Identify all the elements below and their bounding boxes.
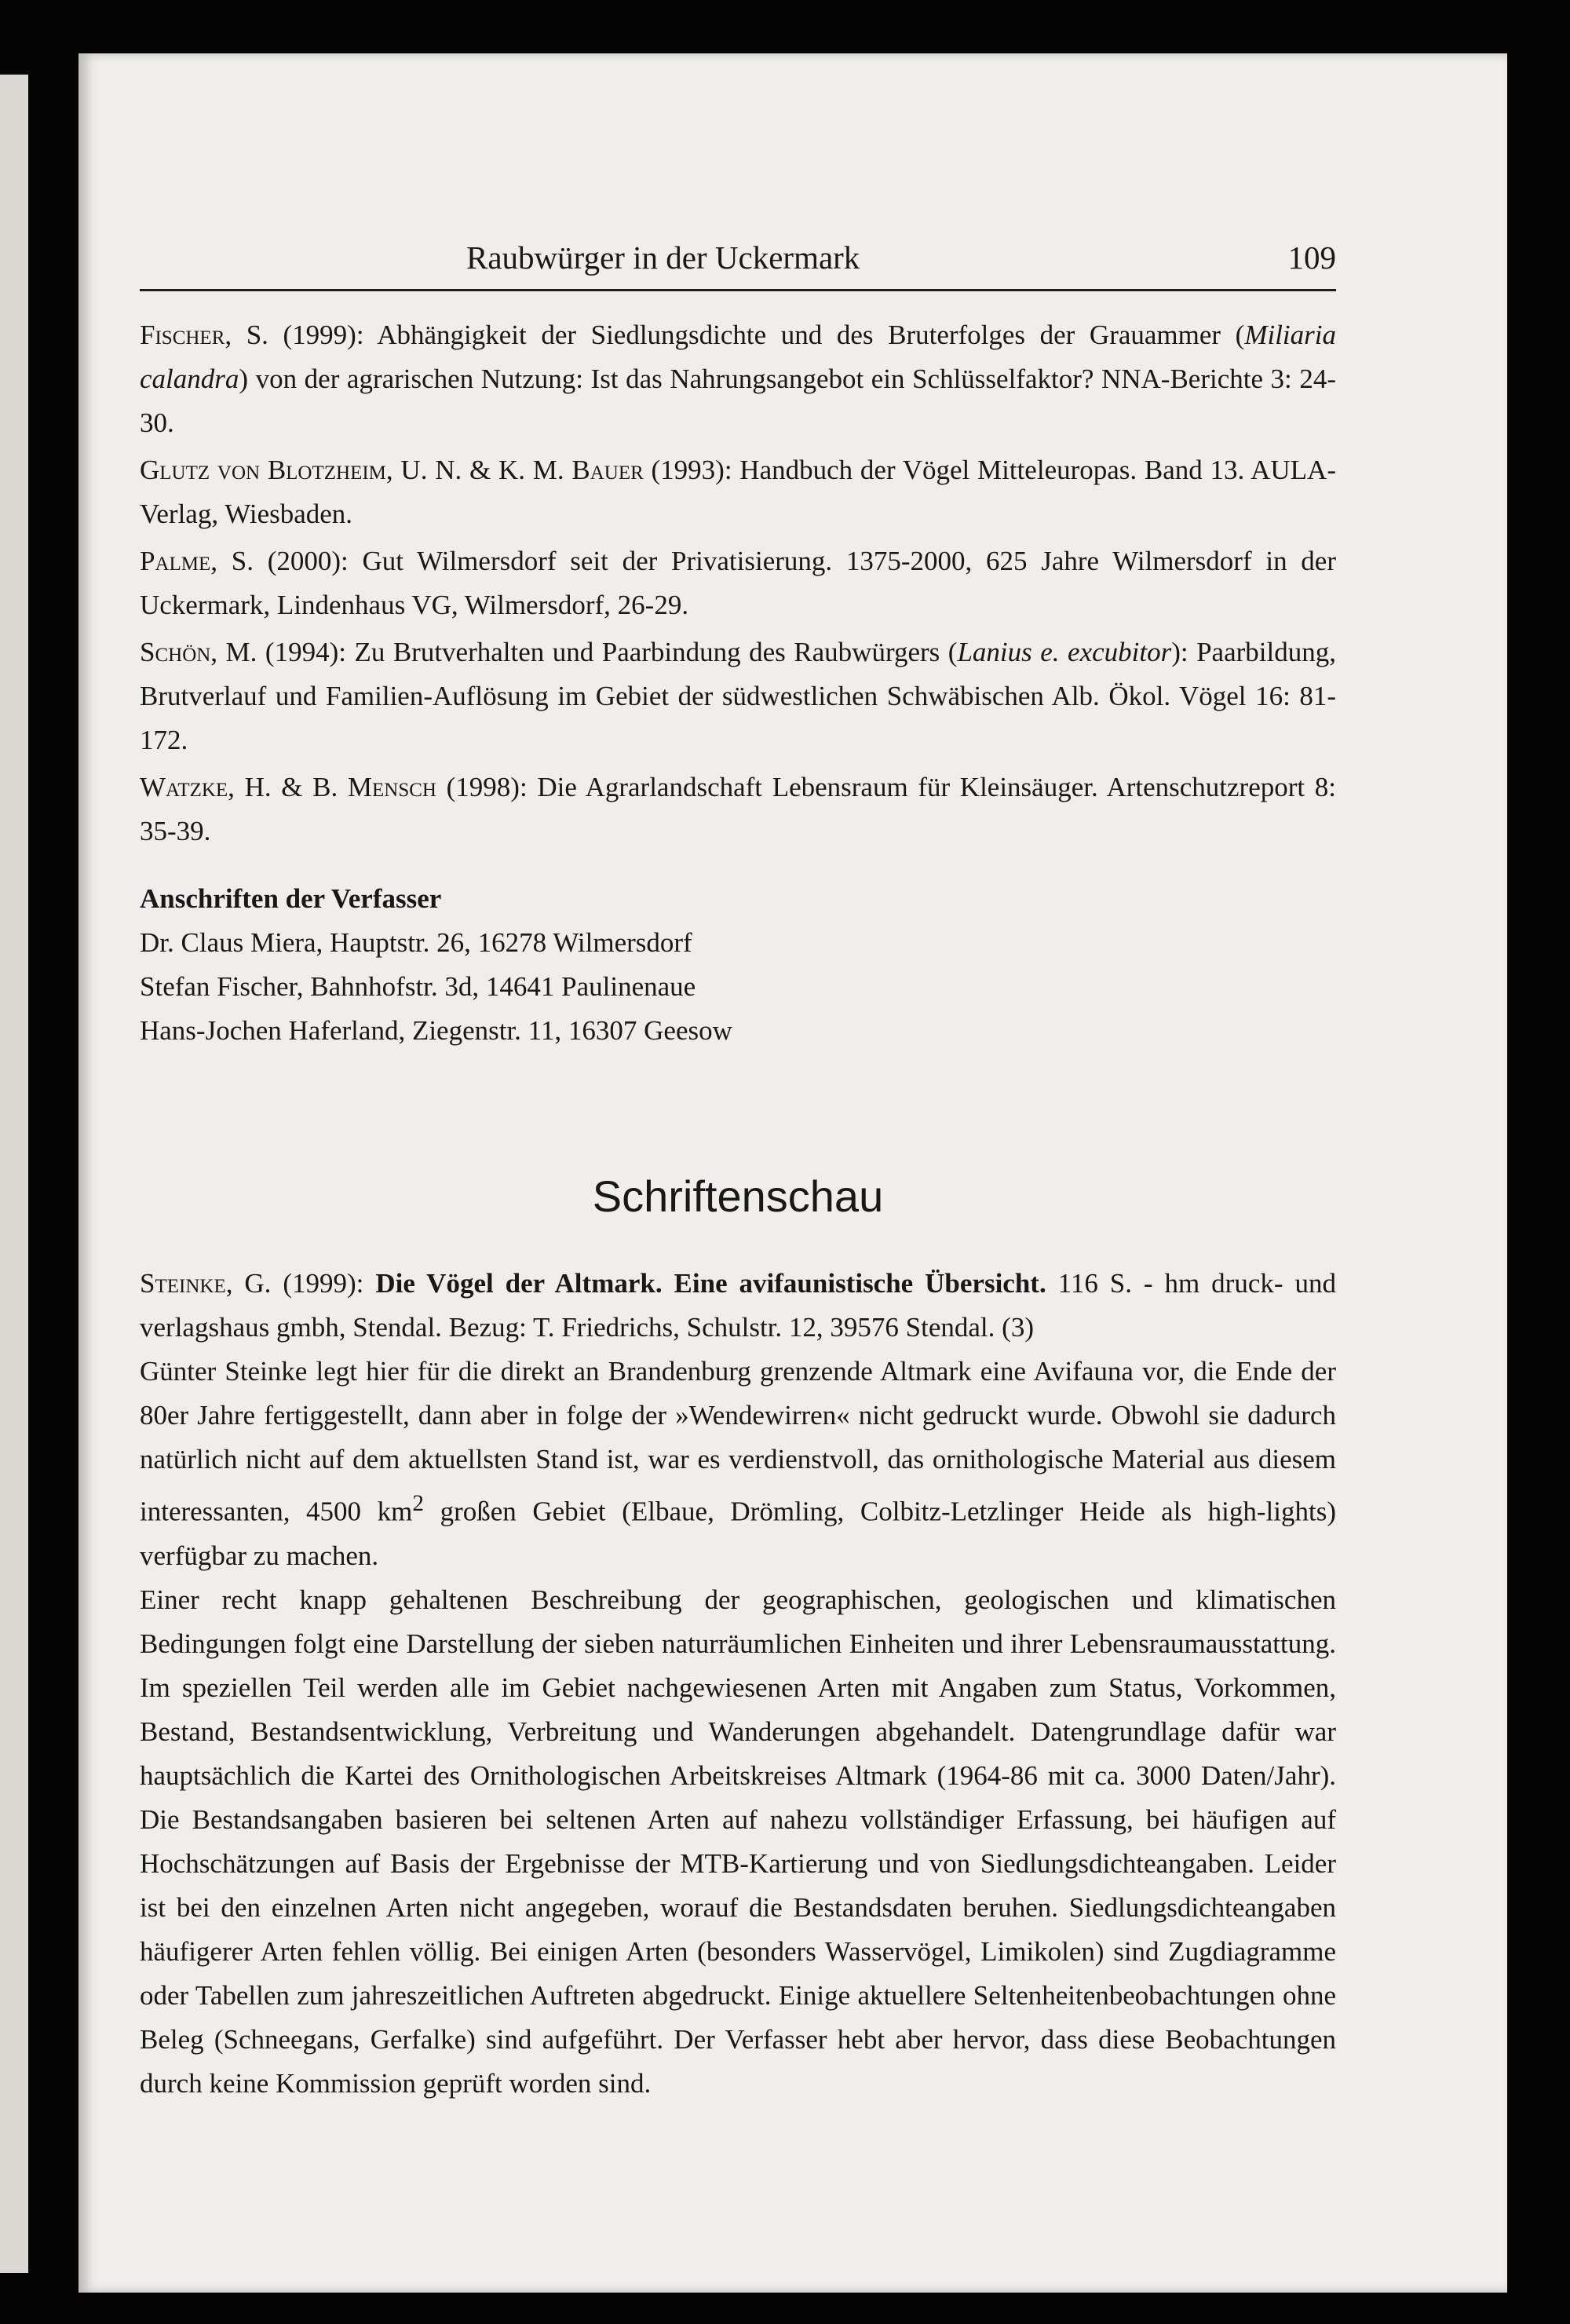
author-addresses bbox=[140, 877, 1336, 1053]
book-review bbox=[140, 1262, 1336, 2106]
review-paragraph: Einer recht knapp gehaltenen Beschreibung der geographischen, geologischen und klimatischen Bedingungen folgt eine Darstellung der sieben naturräumlichen Einheiten und ihrer Lebensraumausstattung. Im speziellen Teil werden alle im Gebiet nachgewiesenen Arten mit Angaben zum Status, Vorkommen, Bestand, Bestandsentwicklung, Verbreitung und Wanderungen abgehandelt. Datengrundlage dafür war hauptsächlich die Kartei des Ornithologischen Arbeitskreises Altmark (1964-86 mit ca. 3000 Daten/Jahr). Die Bestandsangaben basieren bei seltenen Arten auf nahezu vollständiger Erfassung, bei häufigen auf Hochschätzungen auf Basis der Ergebnisse der MTB-Kartierung und von Siedlungsdichteangaben. Leider ist bei den einzelnen Arten nicht angegeben, worauf die Bestandsdaten beruhen. Siedlungsdichteangaben häufigerer Arten fehlen völlig. Bei einigen Arten (besonders Wasservögel, Limikolen) sind Zugdiagramme oder Tabellen zum jahreszeitlichen Auftreten abgedruckt. Einige aktuellere Seltenheitenbeobachtungen ohne Beleg (Schneegans, Gerfalke) sind aufgeführt. Der Verfasser hebt aber hervor, dass diese Beobachtungen durch keine Kommission geprüft worden sind. bbox=[140, 1584, 1336, 2099]
reference-list bbox=[140, 313, 1336, 853]
reference-text: (2000): Gut Wilmersdorf seit der Privatisierung. 1375-2000, 625 Jahre Wilmersdorf in der Uckermark, Lindenhaus VG, Wilmersdorf, 26-29. bbox=[140, 546, 1336, 620]
reference-item bbox=[140, 539, 1336, 627]
reference-author: Watzke, H. & B. Mensch bbox=[140, 772, 436, 802]
page-content bbox=[140, 232, 1336, 2106]
review-year: (1999): bbox=[271, 1268, 376, 1299]
page-number: 109 bbox=[1287, 239, 1336, 276]
reference-species-name: Miliaria calandra bbox=[140, 320, 1336, 394]
review-paragraph: Günter Steinke legt hier für die direkt an Brandenburg grenzende Altmark eine Avifauna vor, die Ende der 80er Jahre fertiggestellt, dann aber in folge der »Wendewirren« nicht gedruckt wurde. Obwohl sie dadurch natürlich nicht auf dem aktuellsten Stand ist, war es verdienstvoll, das ornithologische Material aus diesem interessanten, 4500 $km^2$ großen Gebiet (Elbaue, Drömling, Colbitz-Letzlinger Heide als high-lights) verfügbar zu machen. bbox=[140, 1356, 1336, 1571]
address-line: Stefan Fischer, Bahnhofstr. 3d, 14641 Paulinenaue bbox=[140, 971, 696, 1002]
reference-text: (1993): Handbuch der Vögel Mitteleuropas. Band 13. AULA-Verlag, Wiesbaden. bbox=[140, 455, 1336, 529]
reference-item bbox=[140, 448, 1336, 536]
reference-author: Fischer, S. bbox=[140, 320, 268, 350]
review-book-title: Die Vögel der Altmark. Eine avifaunistische Übersicht. bbox=[375, 1268, 1046, 1299]
reference-species-name: Lanius e. excubitor bbox=[957, 637, 1172, 667]
running-title: Raubwürger in der Uckermark bbox=[466, 239, 860, 276]
reference-author: Glutz von Blotzheim, U. N. & K. M. Bauer bbox=[140, 455, 644, 485]
address-line: Hans-Jochen Haferland, Ziegenstr. 11, 16307 Geesow bbox=[140, 1015, 732, 1046]
reference-item bbox=[140, 630, 1336, 762]
reference-text: (1998): Die Agrarlandschaft Lebensraum für Kleinsäuger. Artenschutzreport 8: 35-39. bbox=[140, 772, 1336, 846]
reference-author: Schön, M. bbox=[140, 637, 257, 667]
reference-text: (1999): Abhängigkeit der Siedlungsdichte und des Bruterfolges der Grauammer ( bbox=[268, 320, 1245, 350]
reference-text: ) von der agrarischen Nutzung: Ist das Nahrungsangebot ein Schlüsselfaktor? NNA-Berichte 3: 24-30. bbox=[140, 364, 1336, 438]
reference-item bbox=[140, 766, 1336, 853]
addresses-heading: Anschriften der Verfasser bbox=[140, 883, 442, 914]
journal-page bbox=[78, 53, 1507, 2293]
page-header bbox=[140, 232, 1336, 291]
facing-page-edge bbox=[0, 75, 28, 2273]
reference-author: Palme, S. bbox=[140, 546, 254, 576]
reference-text: ): Paarbildung, Brutverlauf und Familien-Auflösung im Gebiet der südwestlichen Schwäbischen Alb. Ökol. Vögel 16: 81-172. bbox=[140, 637, 1336, 755]
review-publisher: 116 S. - hm druck- und verlagshaus gmbh, Stendal. Bezug: T. Friedrichs, Schulstr. 12, 39576 Stendal. (3) bbox=[140, 1268, 1336, 1343]
reference-text: (1994): Zu Brutverhalten und Paarbindung des Raubwürgers ( bbox=[257, 637, 958, 667]
address-line: Dr. Claus Miera, Hauptstr. 26, 16278 Wilmersdorf bbox=[140, 927, 692, 958]
superscript: 2 bbox=[412, 1491, 424, 1516]
section-heading: Schriftenschau bbox=[592, 1171, 884, 1221]
review-citation bbox=[140, 1262, 1336, 1350]
review-author: Steinke, G. bbox=[140, 1268, 272, 1299]
reference-item bbox=[140, 313, 1336, 445]
